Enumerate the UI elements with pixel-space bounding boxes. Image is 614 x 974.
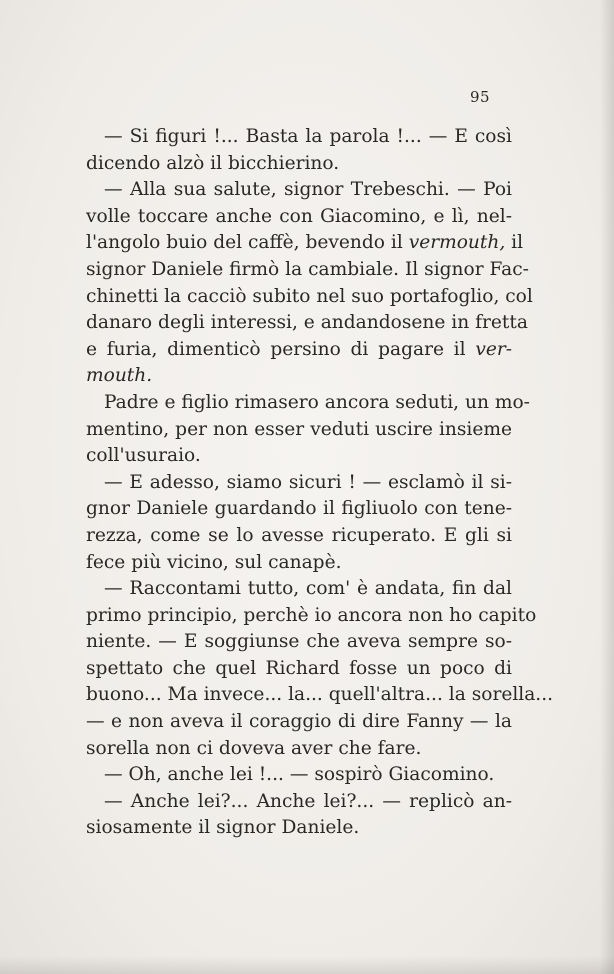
text-line-main: siosamente il signor Daniele. xyxy=(86,817,360,839)
text-line-main: volle toccare anche con Giacomino, e lì, nel- xyxy=(86,205,512,227)
text-line-italic: ver- xyxy=(475,338,512,360)
text-line-main: l'angolo buio del caffè, bevendo il xyxy=(86,232,409,254)
text-line xyxy=(86,682,554,709)
text-line xyxy=(86,815,512,842)
text-line-main: signor Daniele firmò la cambiale. Il signor Fac- xyxy=(86,258,529,280)
text-line xyxy=(86,204,512,231)
text-line xyxy=(86,363,512,390)
text-line-main: chinetti la cacciò subito nel suo portafoglio, col xyxy=(86,285,533,307)
text-line xyxy=(86,151,512,178)
text-line-main: primo principio, perchè io ancora non ho capito xyxy=(86,604,537,626)
text-line xyxy=(86,762,512,789)
text-line-main: coll'usuraio. xyxy=(86,445,201,467)
text-line xyxy=(86,337,512,364)
text-line xyxy=(86,284,533,311)
text-line-main: — Alla sua salute, signor Trebeschi. — Poi xyxy=(104,179,512,201)
text-line-main: gnor Daniele guardando il figliuolo con tene- xyxy=(86,498,512,520)
page-number: 95 xyxy=(470,88,491,106)
text-line-main: Padre e figlio rimasero ancora seduti, un mo- xyxy=(104,391,530,413)
text-line-main: spettato che quel Richard fosse un poco di xyxy=(86,657,512,679)
text-line xyxy=(86,124,512,151)
text-line xyxy=(86,523,512,550)
text-line-main: dicendo alzò il bicchierino. xyxy=(86,152,340,174)
text-line-main: — Anche lei?... Anche lei?... — replicò an- xyxy=(104,790,512,812)
text-line-main: danaro degli interessi, e andandosene in fretta xyxy=(86,312,528,334)
text-line-main: sorella non ci doveva aver che fare. xyxy=(86,737,422,759)
text-line xyxy=(86,550,512,577)
text-line xyxy=(86,656,512,683)
text-line xyxy=(86,310,528,337)
text-line xyxy=(86,629,512,656)
text-line-main: rezza, come se lo avesse ricuperato. E gli si xyxy=(86,524,512,546)
text-line xyxy=(86,576,512,603)
text-line-main: — E adesso, siamo sicuri ! — esclamò il si- xyxy=(104,471,512,493)
text-line-main: e furia, dimenticò persino di pagare il xyxy=(86,338,476,360)
text-line xyxy=(86,417,512,444)
text-line-main: — e non aveva il coraggio di dire Fanny — la xyxy=(86,711,512,733)
text-line xyxy=(86,789,512,816)
text-line xyxy=(86,603,537,630)
text-line xyxy=(86,470,512,497)
text-line-main: niente. — E soggiunse che aveva sempre so- xyxy=(86,631,512,653)
text-line xyxy=(86,736,512,763)
text-line-main: — Oh, anche lei !... — sospirò Giacomino. xyxy=(104,764,495,786)
text-line xyxy=(86,390,530,417)
text-line-main: fece più vicino, sul canapè. xyxy=(86,551,342,573)
text-line-main: buono... Ma invece... la... quell'altra... la sorella... xyxy=(86,684,554,706)
text-line xyxy=(86,177,512,204)
body-text xyxy=(86,124,554,842)
text-line-main: mentino, per non esser veduti uscire insieme xyxy=(86,418,512,440)
text-line xyxy=(86,496,512,523)
text-line-italic: vermouth, xyxy=(408,232,506,254)
text-line-main: — Si figuri !... Basta la parola !... — E così xyxy=(104,126,512,147)
text-line xyxy=(86,709,512,736)
text-line-tail: il xyxy=(505,232,524,254)
page-bottom-shadow xyxy=(0,956,614,974)
text-line xyxy=(86,257,529,284)
page-edge-shadow xyxy=(600,0,614,974)
text-line-italic: mouth. xyxy=(86,365,153,387)
text-line xyxy=(86,443,512,470)
text-line xyxy=(86,230,524,257)
text-line-main: — Raccontami tutto, com' è andata, fin dal xyxy=(104,578,512,600)
